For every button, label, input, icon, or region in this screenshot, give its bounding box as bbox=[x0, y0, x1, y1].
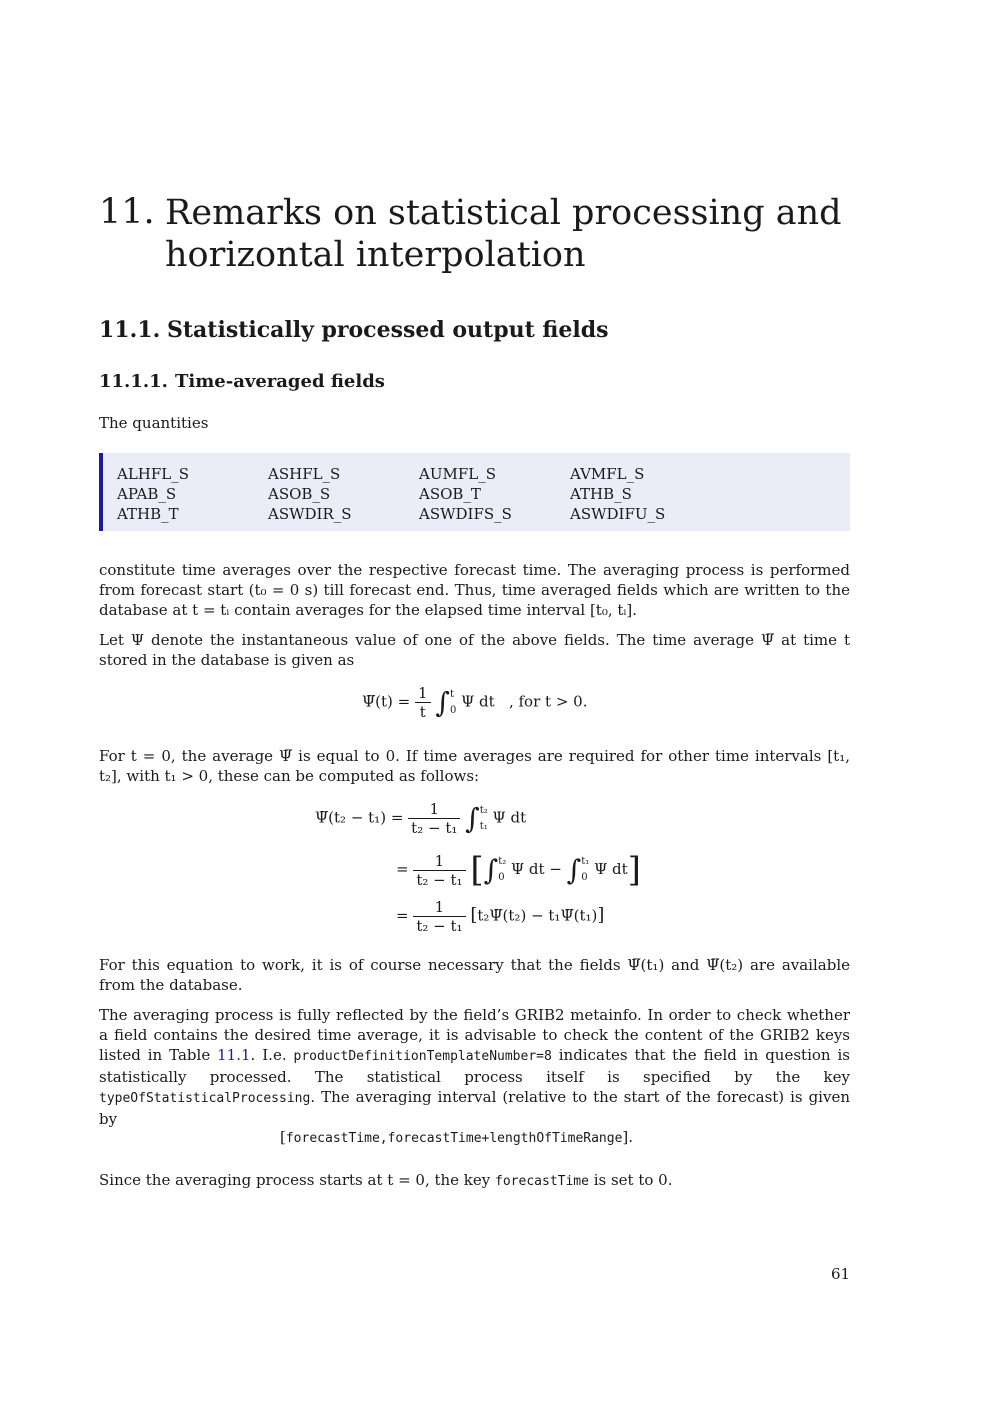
eq3-fraction bbox=[413, 852, 465, 889]
quantity-cell: ASWDIFU_S bbox=[570, 505, 666, 523]
quantity-cell: AVMFL_S bbox=[570, 465, 645, 483]
equation-1 bbox=[362, 684, 587, 721]
integral-sign: ∫ bbox=[566, 853, 582, 887]
eq3-middle: Ψ dt − bbox=[511, 860, 562, 878]
chapter-number: 11. bbox=[99, 192, 155, 232]
paragraph-3: For t = 0, the average Ψ̅ is equal to 0. If time averages are required for other time intervals [t₁, t₂], with t₁ > 0, these can be computed as follows: bbox=[99, 747, 850, 785]
eq4-body: t₂Ψ̅(t₂) − t₁Ψ̅(t₁) bbox=[477, 906, 598, 925]
quantity-cell: ASHFL_S bbox=[268, 465, 341, 483]
eq1-lower-limit: 0 bbox=[449, 704, 457, 716]
eq1-condition: , for t > 0. bbox=[508, 692, 588, 711]
section-title: Statistically processed output fields bbox=[167, 317, 609, 343]
intro-text: The quantities bbox=[99, 414, 209, 432]
integral-sign: ∫ bbox=[483, 853, 499, 887]
eq3-denominator: t₂ − t₁ bbox=[416, 870, 463, 889]
quantities-box bbox=[99, 453, 850, 531]
eq2-numerator: 1 bbox=[408, 800, 460, 819]
eq4-numerator: 1 bbox=[413, 898, 465, 917]
p5-code-2: typeOfStatisticalProcessing bbox=[99, 1091, 311, 1106]
p5-text-d: . The averaging interval (relative to the start of the forecast) is given by bbox=[99, 1088, 850, 1128]
interval-open: [ bbox=[280, 1128, 286, 1146]
eq3-lower-limit-1: 0 bbox=[498, 872, 505, 883]
paragraph-4: For this equation to work, it is of course necessary that the fields Ψ̅(t₁) and Ψ̅(t₂) are available from the database. bbox=[99, 956, 850, 994]
p5-text-b: . I.e. bbox=[250, 1046, 294, 1064]
integral-sign: ∫ bbox=[435, 686, 450, 719]
eq2-fraction bbox=[408, 800, 460, 837]
eq1-upper-limit: t bbox=[449, 688, 454, 700]
eq1-numerator: 1 bbox=[415, 684, 431, 703]
eq1-integrand: Ψ dt bbox=[461, 692, 495, 711]
eq3-upper-limit-2: t₁ bbox=[581, 856, 590, 867]
eq4-fraction bbox=[413, 898, 465, 935]
eq1-denominator: t bbox=[419, 703, 426, 721]
equation-2-line-2 bbox=[396, 850, 641, 890]
p6-text-b: is set to 0. bbox=[588, 1171, 673, 1189]
p6-text-a: Since the averaging process starts at t = 0, the key bbox=[99, 1171, 496, 1189]
quantity-cell: ASOB_T bbox=[419, 485, 481, 503]
interval-code: forecastTime,forecastTime+lengthOfTimeRange bbox=[285, 1131, 623, 1146]
subsection-number: 11.1.1. bbox=[99, 371, 168, 392]
eq4-equals: = bbox=[396, 906, 409, 925]
eq3-lower-limit-2: 0 bbox=[581, 872, 588, 883]
eq1-lhs: Ψ̅(t) = bbox=[362, 692, 411, 711]
eq2-lhs: Ψ̅(t₂ − t₁) = bbox=[315, 808, 404, 827]
paragraph-1: constitute time averages over the respective forecast time. The averaging process is performed from forecast start (t₀ = 0 s) till forecast end. Thus, time averaged fields which are written to the database at t = tᵢ contain averages for the elapsed time interval [t₀, tᵢ]. bbox=[99, 561, 850, 619]
quantities-grid bbox=[117, 465, 721, 525]
left-bracket: [ bbox=[470, 904, 478, 926]
right-bracket: ] bbox=[627, 850, 641, 890]
quantity-cell: ASWDIFS_S bbox=[419, 505, 512, 523]
eq2-upper-limit: t₂ bbox=[479, 804, 488, 816]
quantity-cell: ASOB_S bbox=[268, 485, 331, 503]
eq3-end: Ψ dt bbox=[594, 860, 628, 878]
paragraph-2: Let Ψ denote the instantaneous value of one of the above fields. The time average Ψ̅ at time t stored in the database is given as bbox=[99, 631, 850, 669]
quantity-cell: APAB_S bbox=[117, 485, 177, 503]
eq1-fraction bbox=[415, 684, 431, 721]
p5-code-1: productDefinitionTemplateNumber=8 bbox=[293, 1049, 552, 1064]
eq2-integrand: Ψ dt bbox=[492, 808, 527, 827]
page-number: 61 bbox=[831, 1265, 851, 1283]
section-number: 11.1. bbox=[99, 317, 161, 343]
quantity-cell: AUMFL_S bbox=[419, 465, 496, 483]
eq3-upper-limit-1: t₂ bbox=[498, 856, 507, 867]
table-link[interactable]: 11.1 bbox=[217, 1046, 251, 1064]
quantity-cell: ASWDIR_S bbox=[268, 505, 352, 523]
equation-2-line-1 bbox=[315, 800, 526, 837]
eq2-lower-limit: t₁ bbox=[479, 820, 488, 832]
interval-expression bbox=[280, 1128, 633, 1146]
eq3-numerator: 1 bbox=[413, 852, 465, 871]
equation-2-line-3 bbox=[396, 898, 604, 935]
p6-code: forecastTime bbox=[495, 1174, 589, 1189]
integral-sign: ∫ bbox=[465, 802, 480, 835]
eq2-denominator: t₂ − t₁ bbox=[411, 819, 458, 837]
quantity-cell: ATHB_T bbox=[117, 505, 179, 523]
eq4-denominator: t₂ − t₁ bbox=[416, 917, 463, 935]
p5-text-a: The averaging process is fully reflected by the field’s GRIB2 metainfo. In order to check whether a field contains the desired time average, it is advisable to check the content of the GRIB2 keys listed in Table bbox=[99, 1006, 850, 1064]
left-bracket: [ bbox=[470, 850, 484, 890]
subsection-title: Time-averaged fields bbox=[175, 371, 385, 392]
eq3-equals: = bbox=[396, 860, 409, 878]
quantity-cell: ATHB_S bbox=[570, 485, 632, 503]
paragraph-6 bbox=[99, 1170, 850, 1192]
p5-text-c: indicates that the field in question is statistically processed. The statistical process itself is specified by the key bbox=[99, 1046, 850, 1086]
right-bracket: ] bbox=[597, 904, 605, 926]
paragraph-5 bbox=[99, 1005, 850, 1129]
chapter-title: Remarks on statistical processing and horizontal interpolation bbox=[165, 193, 842, 275]
quantity-cell: ALHFL_S bbox=[117, 465, 190, 483]
interval-close: ]. bbox=[622, 1128, 634, 1146]
